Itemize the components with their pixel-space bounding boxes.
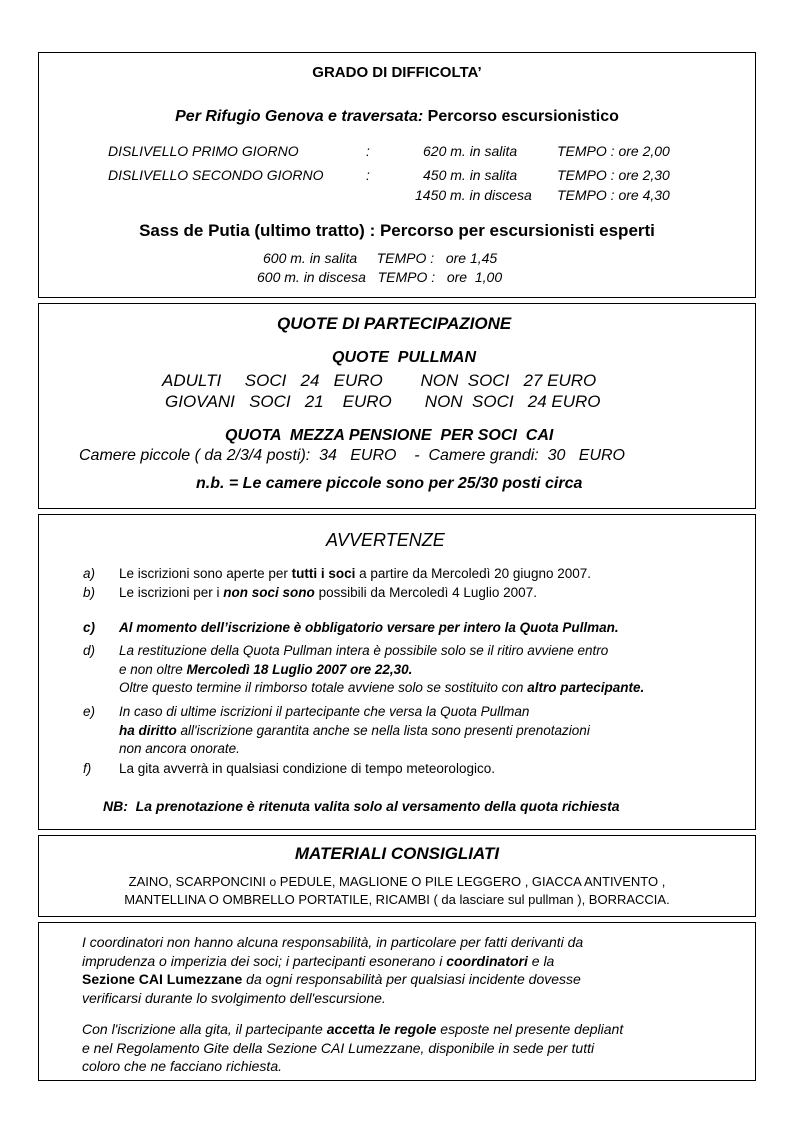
rifugio-heading [39, 108, 755, 126]
avvertenza-d-line3 [119, 679, 644, 697]
dislivello-3-time: TEMPO : ore 4,30 [557, 187, 670, 203]
avvertenza-c-text: Al momento dell’iscrizione è obbligatorio versare per intero la Quota Pullman. [119, 620, 619, 635]
text-fragment: all'iscrizione garantita anche se nella lista sono presenti prenotazioni [176, 723, 590, 738]
avvertenza-f-text: La gita avverrà in qualsiasi condizione di tempo meteorologico. [119, 761, 495, 776]
camere-row: Camere piccole ( da 2/3/4 posti): 34 EURO - Camere grandi: 30 EURO [79, 447, 625, 464]
note-p1-line3 [82, 970, 583, 989]
dislivello-1-colon: : [366, 143, 370, 159]
sass-discesa: 600 m. in discesa TEMPO : ore 1,00 [257, 269, 503, 285]
text-fragment-bold: non soci sono [223, 585, 315, 600]
nb-camere: n.b. = Le camere piccole sono per 25/30 posti circa [196, 475, 583, 492]
avvertenza-e-line1: In caso di ultime iscrizioni il partecipante che versa la Quota Pullman [119, 704, 530, 719]
text-fragment: possibili da Mercoledì 4 Luglio 2007. [314, 585, 537, 600]
avvertenza-d-line1: La restituzione della Quota Pullman intera è possibile solo se il ritiro avviene entro [119, 643, 609, 658]
text-fragment-bold: accetta le regole [326, 1021, 437, 1037]
note-p1-line1: I coordinatori non hanno alcuna responsabilità, in particolare per fatti derivanti da [82, 934, 584, 950]
materiali-line2: MANTELLINA O OMBRELLO PORTATILE, RICAMBI ( da lasciare sul pullman ), BORRACCIA. [124, 892, 670, 907]
dislivello-1-value: 620 m. in salita [423, 143, 518, 159]
avvertenza-b-text [119, 584, 537, 602]
text-fragment: Oltre questo termine il rimborso totale avviene solo se sostituito con [119, 680, 528, 695]
text-fragment: o [269, 875, 277, 889]
note-p2-line3: coloro che ne facciano richiesta. [82, 1058, 282, 1074]
note-p2-line1 [82, 1020, 623, 1039]
sass-heading: Sass de Putia (ultimo tratto) : Percorso per escursionisti esperti [139, 221, 655, 240]
text-fragment: da ogni responsabilità per qualsiasi incidente dovesse [242, 971, 581, 987]
materiali-title: MATERIALI CONSIGLIATI [294, 844, 500, 863]
avvertenza-a-label: a) [83, 566, 96, 581]
avvertenza-f-label: f) [83, 761, 92, 776]
pullman-title: QUOTE PULLMAN [332, 349, 476, 366]
text-fragment: a partire da Mercoledì 20 giugno 2007. [355, 566, 592, 581]
avvertenze-nb: NB: La prenotazione è ritenuta valita solo al versamento della quota richiesta [103, 798, 620, 814]
avvertenza-d-label: d) [83, 643, 96, 658]
materiali-line1 [39, 874, 755, 889]
rifugio-heading-route: Per Rifugio Genova e traversata: [175, 108, 424, 125]
difficulty-title: GRADO DI DIFFICOLTA’ [312, 64, 482, 81]
text-fragment: imprudenza o imperizia dei soci; i partecipanti esonerano i [82, 952, 447, 969]
dislivello-2-value: 450 m. in salita [423, 167, 518, 183]
text-fragment: Le iscrizioni per i [119, 585, 224, 600]
text-fragment: e la [527, 952, 555, 969]
sass-salita: 600 m. in salita TEMPO : ore 1,45 [263, 250, 498, 266]
text-fragment-bold: coordinatori [446, 952, 528, 969]
note-paragraph-2 [82, 1020, 623, 1076]
text-fragment: Le iscrizioni sono aperte per [119, 566, 292, 581]
avvertenze-section [38, 514, 756, 830]
text-fragment-bold: ha diritto [119, 723, 177, 738]
dislivello-2-time: TEMPO : ore 2,30 [557, 167, 670, 183]
avvertenza-e-line2 [119, 722, 590, 740]
note-p1-line2 [82, 952, 583, 971]
pensione-title: QUOTA MEZZA PENSIONE PER SOCI CAI [225, 427, 554, 444]
adulti-row: ADULTI SOCI 24 EURO NON SOCI 27 EURO [162, 371, 597, 390]
difficulty-section [38, 52, 756, 298]
quote-section [38, 303, 756, 509]
dislivello-1-label: DISLIVELLO PRIMO GIORNO [108, 143, 299, 159]
avvertenza-a-text [119, 565, 591, 583]
avvertenza-e-line3: non ancora onorate. [119, 741, 240, 756]
text-fragment: esposte nel presente depliant [436, 1021, 624, 1037]
text-fragment-bold: Mercoledì 18 Luglio 2007 ore 22,30. [186, 662, 413, 677]
avvertenza-e-label: e) [83, 704, 96, 719]
dislivello-2-label: DISLIVELLO SECONDO GIORNO [108, 167, 324, 183]
note-p2-line2: e nel Regolamento Gite della Sezione CAI Lumezzane, disponibile in sede per tutti [82, 1039, 595, 1056]
dislivello-1-time: TEMPO : ore 2,00 [557, 143, 670, 159]
text-fragment-bold: Sezione CAI Lumezzane [82, 971, 243, 987]
avvertenza-c-label: c) [83, 620, 96, 635]
avvertenze-title: AVVERTENZE [326, 530, 445, 550]
avvertenza-b-label: b) [83, 585, 96, 600]
text-fragment: ZAINO, SCARPONCINI [128, 874, 270, 889]
note-paragraph-1 [82, 933, 583, 1007]
text-fragment: Con l'iscrizione alla gita, il partecipante [82, 1021, 327, 1037]
giovani-row: GIOVANI SOCI 21 EURO NON SOCI 24 EURO [165, 392, 601, 411]
note-section [38, 922, 756, 1081]
text-fragment-bold: altro partecipante. [527, 680, 645, 695]
materiali-section [38, 835, 756, 917]
note-p1-line4: verificarsi durante lo svolgimento dell'escursione. [82, 989, 386, 1006]
quote-title: QUOTE DI PARTECIPAZIONE [277, 314, 512, 333]
text-fragment-bold: tutti i soci [291, 566, 356, 581]
dislivello-2-colon: : [366, 167, 370, 183]
dislivello-3-value: 1450 m. in discesa [415, 187, 532, 203]
text-fragment: PEDULE, MAGLIONE O PILE LEGGERO , GIACCA ANTIVENTO , [276, 874, 666, 889]
rifugio-heading-level: Percorso escursionistico [427, 108, 619, 125]
text-fragment: e non oltre [119, 662, 187, 677]
avvertenza-d-line2 [119, 661, 412, 679]
